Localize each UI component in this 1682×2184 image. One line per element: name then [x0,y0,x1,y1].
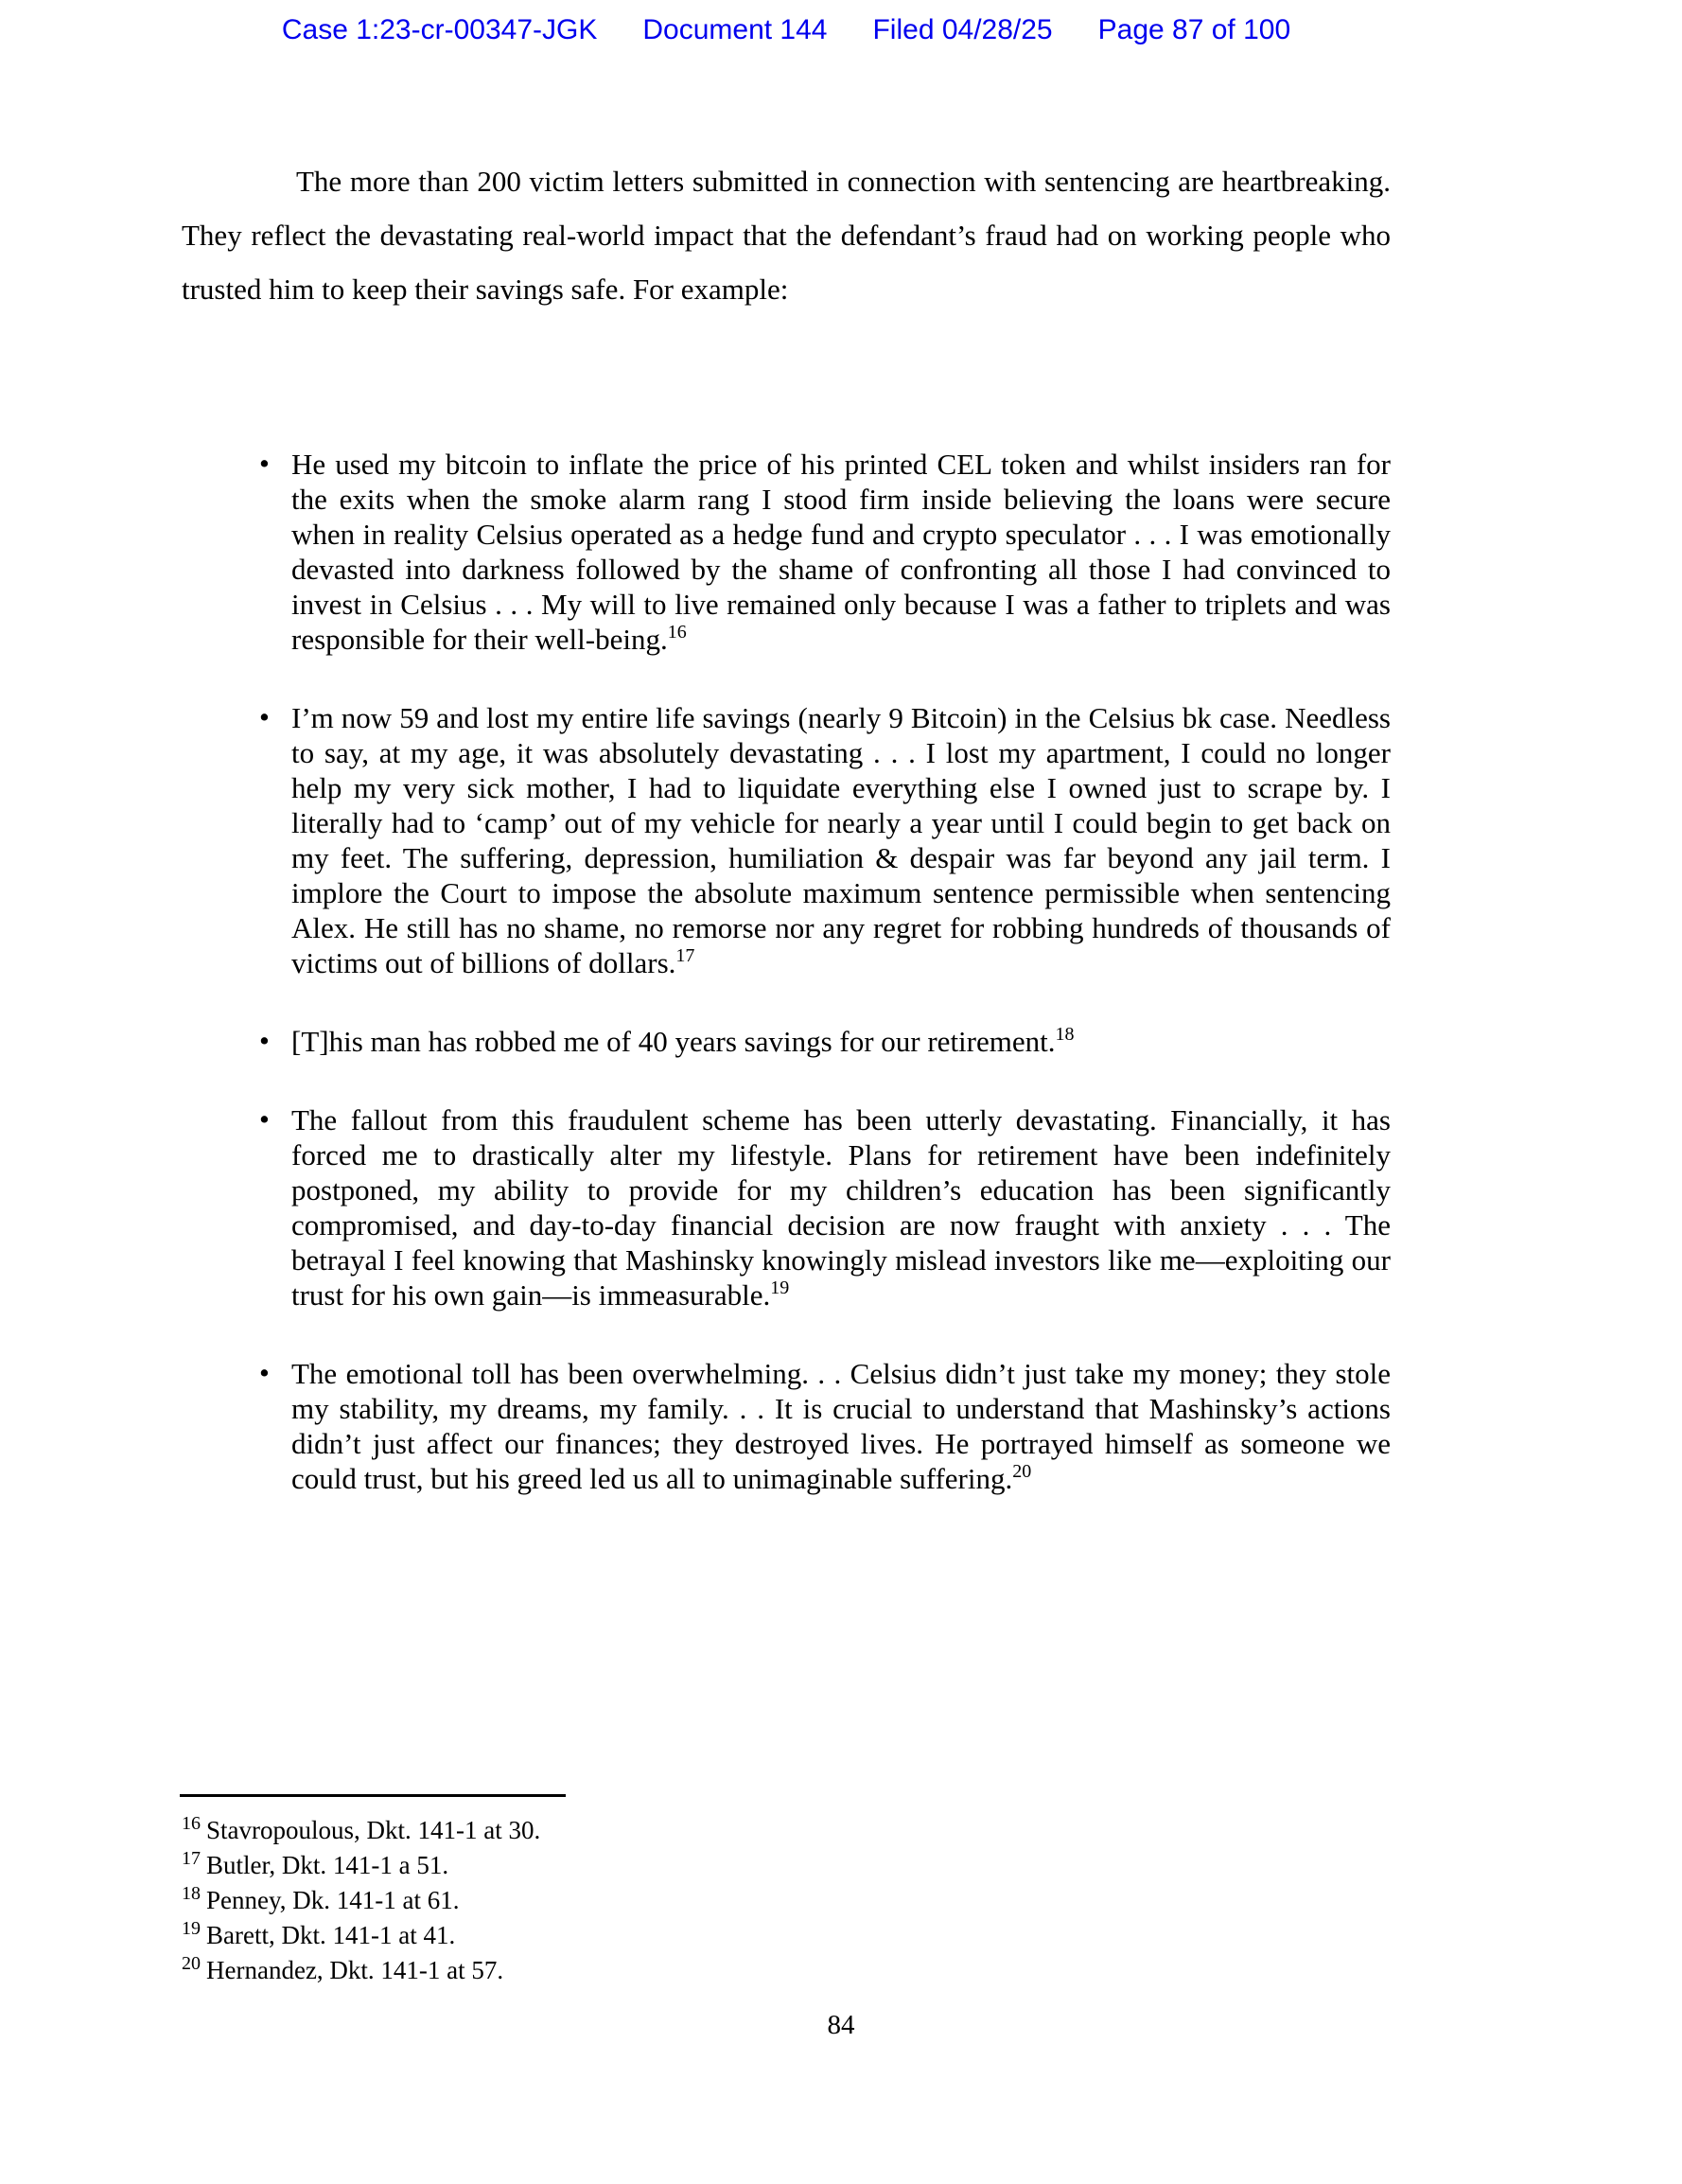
footnote-number: 17 [182,1848,201,1869]
quote-text: I’m now 59 and lost my entire life savings (nearly 9 Bitcoin) in the Celsius bk case. Needless to say, at my age, it was absolutely devastating . . . I lost my apartment, I could no longer help my very sick mother, I had to liquidate everything else I owned just to scrape by. I literally had to ‘camp’ out of my vehicle for nearly a year until I could begin to get back on my feet. The suffering, depression, humiliation & despair was far beyond any jail term. I implore the Court to impose the absolute maximum sentence permissible when sentencing Alex. He still has no shame, no remorse nor any regret for robbing hundreds of thousands of victims out of billions of dollars. [291,701,1391,979]
page-x-of-y: Page 87 of 100 [1097,14,1291,45]
quote-text: He used my bitcoin to inflate the price of his printed CEL token and whilst insiders ran for the exits when the smoke alarm rang I stood firm inside believing the loans were secure when in reality Celsius operated as a hedge fund and crypto speculator . . . I was emotionally devasted into darkness followed by the shame of confronting all those I had convinced to invest in Celsius . . . My will to live remained only because I was a father to triplets and was responsible for their well-being. [291,448,1391,656]
quote-text: The emotional toll has been overwhelming. . . Celsius didn’t just take my money; they stole my stability, my dreams, my family. . . It is crucial to understand that Mashinsky’s actions didn’t just affect our finances; they destroyed lives. He portrayed himself as someone we could trust, but his greed led us all to unimaginable suffering. [291,1357,1391,1495]
bullet-icon: • [259,447,270,480]
footnote-text: Penney, Dk. 141-1 at 61. [206,1886,460,1914]
quote-text: [T]his man has robbed me of 40 years savings for our retirement. [291,1025,1056,1058]
footnote [182,1813,1391,1848]
victim-quote-item [182,700,1391,980]
footnote-reference: 19 [770,1277,790,1298]
victim-quote-item [182,1024,1391,1059]
footnote-number: 18 [182,1883,201,1904]
intro-paragraph: The more than 200 victim letters submitted in connection with sentencing are heartbreaking. They reflect the devastating real-world impact that the defendant’s fraud had on working people who trusted him to keep their savings safe. For example: [182,165,1391,306]
bullet-icon: • [259,700,270,733]
quote-text: The fallout from this fraudulent scheme has been utterly devastating. Financially, it has forced me to drastically alter my lifestyle. Plans for retirement have been indefinitely postponed, my ability to provide for my children’s education has been significantly compromised, and day-to-day financial decision are now fraught with anxiety . . . The betrayal I feel knowing that Mashinsky knowingly mislead investors like me—exploiting our trust for his own gain—is immeasurable. [291,1103,1391,1312]
footnote [182,1918,1391,1953]
footnote [182,1953,1391,1988]
footnote-text: Stavropoulous, Dkt. 141-1 at 30. [206,1816,541,1844]
bullet-icon: • [259,1102,270,1136]
victim-quote-item [182,1356,1391,1496]
footnote-text: Butler, Dkt. 141-1 a 51. [206,1851,449,1879]
page-number: 84 [827,2010,855,2040]
footnote-number: 20 [182,1953,201,1974]
footnote-number: 19 [182,1918,201,1939]
footnote-reference: 20 [1012,1461,1032,1482]
bullet-icon: • [259,1024,270,1057]
footnote-number: 16 [182,1813,201,1834]
footnote [182,1883,1391,1918]
case-number: Case 1:23-cr-00347-JGK [281,14,598,45]
victim-quote-item [182,447,1391,657]
document-number: Document 144 [642,14,828,45]
footnote-separator-line [180,1794,566,1797]
footnote-text: Hernandez, Dkt. 141-1 at 57. [206,1956,504,1984]
bullet-icon: • [259,1356,270,1389]
victim-quote-item [182,1102,1391,1312]
filed-date: Filed 04/28/25 [872,14,1053,45]
footnote [182,1848,1391,1883]
footnotes-block [182,1813,1391,1988]
footnote-text: Barett, Dkt. 141-1 at 41. [206,1921,456,1949]
victim-quotes-list [182,447,1391,1496]
footnote-reference: 18 [1055,1024,1075,1045]
ecf-stamp-header [182,14,1391,46]
footnote-reference: 16 [667,622,687,643]
footnote-reference: 17 [675,945,695,966]
